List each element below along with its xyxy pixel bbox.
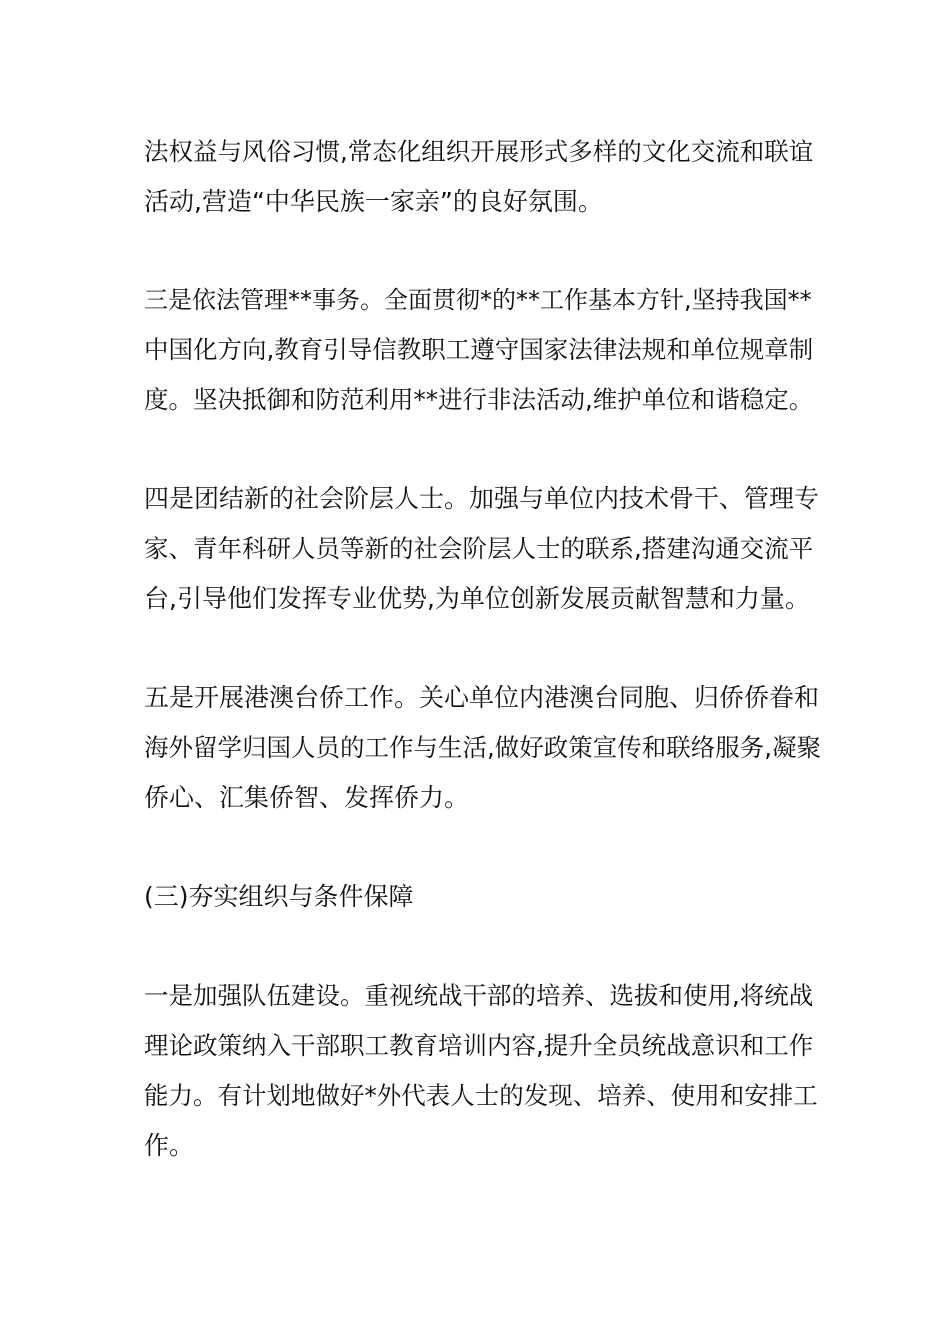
paragraph-religious-affairs — [144, 275, 824, 425]
text-line: 度。坚决抵御和防范利用**进行非法活动,维护单位和谐稳定。 — [144, 385, 814, 414]
text-line: 中国化方向,教育引导信教职工遵守国家法律法规和单位规章制 — [144, 335, 814, 364]
text-line: 海外留学归国人员的工作与生活,做好政策宣传和联络服务,凝聚 — [144, 733, 822, 762]
paragraph-overseas-chinese — [144, 673, 824, 823]
text-line: 台,引导他们发挥专业优势,为单位创新发展贡献智慧和力量。 — [144, 584, 810, 613]
text-line: 能力。有计划地做好*外代表人士的发现、培养、使用和安排工 — [144, 1081, 818, 1110]
paragraph-team-building — [144, 971, 824, 1171]
text-line: 作。 — [144, 1131, 195, 1160]
paragraph-cultural-exchange — [144, 127, 824, 227]
text-line: 侨心、汇集侨智、发挥侨力。 — [144, 783, 470, 812]
text-line: 活动,营造“中华民族一家亲”的良好氛围。 — [144, 187, 603, 216]
text-line: 三是依法管理**事务。全面贯彻*的**工作基本方针,坚持我国** — [144, 286, 812, 314]
section-heading-text: (三)夯实组织与条件保障 — [144, 882, 414, 911]
text-line: 一是加强队伍建设。重视统战干部的培养、选拔和使用,将统战 — [144, 981, 814, 1010]
text-line: 法权益与风俗习惯,常态化组织开展形式多样的文化交流和联谊 — [144, 137, 814, 166]
text-line: 家、青年科研人员等新的社会阶层人士的联系,搭建沟通交流平 — [144, 534, 814, 563]
section-heading — [144, 872, 824, 922]
text-line: 五是开展港澳台侨工作。关心单位内港澳台同胞、归侨侨眷和 — [144, 683, 820, 712]
paragraph-new-social-strata — [144, 474, 824, 624]
text-line: 四是团结新的社会阶层人士。加强与单位内技术骨干、管理专 — [144, 484, 820, 513]
text-line: 理论政策纳入干部职工教育培训内容,提升全员统战意识和工作 — [144, 1031, 814, 1060]
